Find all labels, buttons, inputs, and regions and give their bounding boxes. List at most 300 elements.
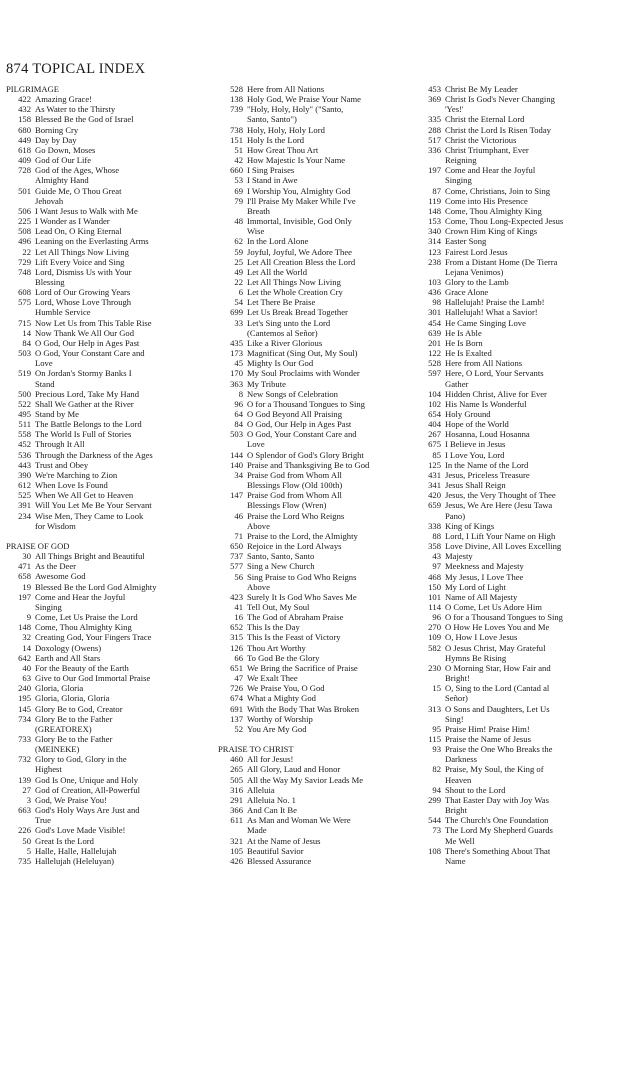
- hymn-title: All the Way My Savior Leads Me: [247, 774, 364, 785]
- index-entry: [218, 602, 418, 612]
- hymn-number: 575: [18, 297, 31, 308]
- hymn-number: 95: [432, 723, 441, 734]
- hymn-title: Come, Thou Long-Expected Jesus: [445, 216, 564, 227]
- hymn-number: 225: [18, 216, 31, 227]
- index-entry: [6, 856, 204, 866]
- hymn-number: 30: [22, 551, 31, 562]
- hymn-number: 103: [428, 276, 441, 287]
- index-entry: [416, 582, 634, 592]
- index-entry: [6, 663, 204, 673]
- hymn-number: 471: [18, 561, 31, 572]
- hymn-number: 691: [230, 703, 243, 714]
- index-entry: [6, 704, 204, 714]
- hymn-title: When We All Get to Heaven: [35, 490, 134, 501]
- index-entry: [218, 551, 418, 561]
- hymn-number: 363: [230, 378, 243, 389]
- hymn-title: Alleluia: [247, 784, 275, 795]
- hymn-number: 66: [234, 652, 243, 663]
- hymn-title-continuation: (MEINEKE): [35, 744, 80, 755]
- index-entry: [416, 572, 634, 582]
- index-entry: [6, 643, 204, 653]
- hymn-title-continuation: Me Well: [445, 835, 475, 846]
- hymn-number: 97: [432, 561, 441, 572]
- index-entry: [218, 795, 418, 805]
- hymn-number: 6: [238, 287, 243, 298]
- hymn-title-continuation: Blessings Flow (Wren): [247, 500, 327, 511]
- hymn-title: Praise God from Whom All: [247, 490, 342, 501]
- index-entry: [6, 155, 204, 165]
- hymn-number: 102: [428, 398, 441, 409]
- index-entry: [6, 795, 204, 805]
- hymn-title: Give to Our God Immortal Praise: [35, 673, 151, 684]
- hymn-title: Thou Art Worthy: [247, 642, 306, 653]
- index-entry: [6, 805, 204, 825]
- hymn-number: 680: [18, 124, 31, 135]
- index-entry: [218, 318, 418, 338]
- hymn-title: God of Our Life: [35, 155, 92, 166]
- hymn-title: Gloria, Gloria, Gloria: [35, 693, 110, 704]
- hymn-number: 369: [428, 94, 441, 105]
- hymn-title: Grace Alone: [445, 287, 489, 298]
- hymn-number: 71: [234, 530, 243, 541]
- index-entry: [6, 754, 204, 774]
- index-entry: [416, 795, 634, 815]
- hymn-title: Worthy of Worship: [247, 713, 313, 724]
- hymn-number: 420: [428, 490, 441, 501]
- hymn-number: 48: [234, 216, 243, 227]
- hymn-title: At the Name of Jesus: [247, 835, 321, 846]
- hymn-title: All Glory, Laud and Honor: [247, 764, 341, 775]
- index-entry: [416, 186, 634, 196]
- hymn-number: 73: [432, 825, 441, 836]
- index-entry: [416, 825, 634, 845]
- index-entry: [218, 450, 418, 460]
- index-entry: [6, 825, 204, 835]
- index-entry: [6, 318, 204, 328]
- hymn-number: 650: [230, 541, 243, 552]
- hymn-number: 468: [428, 571, 441, 582]
- hymn-number: 41: [234, 601, 243, 612]
- hymn-title: O Morning Star, How Fair and: [445, 662, 551, 673]
- index-entry: [6, 592, 204, 612]
- hymn-title: You Are My God: [247, 723, 307, 734]
- hymn-number: 748: [18, 266, 31, 277]
- hymn-title: Shout to the Lord: [445, 784, 506, 795]
- hymn-number: 126: [230, 642, 243, 653]
- hymn-title: I Love You, Lord: [445, 449, 505, 460]
- hymn-title: Amazing Grace!: [35, 94, 93, 105]
- index-entry: [6, 561, 204, 571]
- hymn-number: 79: [234, 195, 243, 206]
- hymn-number: 503: [230, 429, 243, 440]
- hymn-title: I Stand in Awe: [247, 175, 298, 186]
- index-entry: [416, 734, 634, 744]
- hymn-title: Holy, Holy, Holy Lord: [247, 124, 325, 135]
- hymn-title: Shall We Gather at the River: [35, 398, 134, 409]
- hymn-number: 14: [22, 642, 31, 653]
- hymn-title: Lord, I Lift Your Name on High: [445, 530, 556, 541]
- hymn-title: Christ Be My Leader: [445, 84, 518, 94]
- hymn-title: O, How I Love Jesus: [445, 632, 518, 643]
- index-entry: [6, 419, 204, 429]
- index-entry: [218, 673, 418, 683]
- hymn-title: What a Mighty God: [247, 693, 316, 704]
- hymn-title-continuation: Almighty Hand: [35, 175, 89, 186]
- hymn-title-continuation: Stand: [35, 378, 55, 389]
- index-entry: [218, 297, 418, 307]
- index-entry: [6, 622, 204, 632]
- hymn-number: 96: [234, 398, 243, 409]
- hymn-number: 108: [428, 845, 441, 856]
- hymn-number: 508: [18, 226, 31, 237]
- hymn-number: 501: [18, 185, 31, 196]
- hymn-number: 56: [234, 571, 243, 582]
- hymn-title-continuation: Singing: [35, 601, 62, 612]
- hymn-title: My Soul Proclaims with Wonder: [247, 368, 360, 379]
- index-entry: [6, 490, 204, 500]
- hymn-title-continuation: Above: [247, 581, 270, 592]
- index-entry: [6, 450, 204, 460]
- index-column-3: [416, 84, 634, 866]
- hymn-title: Jesus, Priceless Treasure: [445, 469, 530, 480]
- index-entry: [218, 511, 418, 531]
- index-entry: [416, 541, 634, 551]
- hymn-title-continuation: (GREATOREX): [35, 723, 92, 734]
- index-column-2: [218, 84, 418, 866]
- index-entry: [6, 236, 204, 246]
- hymn-title: O Come, Let Us Adore Him: [445, 601, 542, 612]
- hymn-title-continuation: Lejana Venimos): [445, 266, 504, 277]
- index-entry: [6, 460, 204, 470]
- hymn-number: 658: [18, 571, 31, 582]
- hymn-number: 739: [230, 104, 243, 115]
- hymn-title-continuation: Singing: [445, 175, 472, 186]
- hymn-title: Jesus, the Very Thought of Thee: [445, 490, 556, 501]
- index-entry: [218, 399, 418, 409]
- index-entry: [218, 429, 418, 449]
- index-entry: [218, 724, 418, 734]
- hymn-title: We're Marching to Zion: [35, 469, 118, 480]
- hymn-title: Let All Things Now Living: [247, 276, 341, 287]
- hymn-number: 140: [230, 459, 243, 470]
- hymn-title: Joyful, Joyful, We Adore Thee: [247, 246, 352, 257]
- hymn-number: 496: [18, 236, 31, 247]
- index-entry: [218, 643, 418, 653]
- hymn-title: Trust and Obey: [35, 459, 89, 470]
- hymn-title: Holy Ground: [445, 409, 491, 419]
- hymn-number: 52: [234, 723, 243, 734]
- hymn-number: 426: [230, 855, 243, 866]
- hymn-number: 96: [432, 612, 441, 623]
- index-entry: [6, 734, 204, 754]
- hymn-title: On Jordan's Stormy Banks I: [35, 368, 132, 379]
- section-spacer: [218, 734, 418, 744]
- index-entry: [6, 206, 204, 216]
- index-entry: [6, 348, 204, 368]
- index-entry: [6, 571, 204, 581]
- hymn-title-continuation: Love: [35, 358, 53, 369]
- hymn-number: 150: [428, 581, 441, 592]
- index-entry: [416, 409, 634, 419]
- index-entry: [416, 785, 634, 795]
- index-entry: [416, 683, 634, 703]
- hymn-title: Hope of the World: [445, 419, 509, 430]
- hymn-title: Praise the Lord Who Reigns: [247, 510, 345, 521]
- hymn-title: How Majestic Is Your Name: [247, 155, 346, 166]
- hymn-title: Come, Let Us Praise the Lord: [35, 612, 138, 623]
- index-entry: [416, 632, 634, 642]
- hymn-number: 62: [234, 236, 243, 247]
- index-entry: [416, 247, 634, 257]
- index-entry: [6, 470, 204, 480]
- hymn-title: Great Is the Lord: [35, 835, 94, 846]
- hymn-number: 674: [230, 693, 243, 704]
- hymn-title: Immortal, Invisible, God Only: [247, 216, 352, 227]
- hymn-number: 443: [18, 459, 31, 470]
- hymn-title: O for a Thousand Tongues to Sing: [445, 612, 563, 623]
- index-entry: [416, 318, 634, 328]
- hymn-number: 525: [18, 490, 31, 501]
- hymn-number: 728: [18, 165, 31, 176]
- hymn-title: God of Creation, All-Powerful: [35, 784, 141, 795]
- index-entry: [416, 592, 634, 602]
- hymn-number: 390: [18, 469, 31, 480]
- hymn-title: Stand by Me: [35, 409, 79, 419]
- hymn-number: 148: [18, 622, 31, 633]
- hymn-number: 145: [18, 703, 31, 714]
- index-entry: [416, 145, 634, 165]
- hymn-title: Sing Praise to God Who Reigns: [247, 571, 357, 582]
- hymn-number: 288: [428, 124, 441, 135]
- hymn-title: Through the Darkness of the Ages: [35, 449, 153, 460]
- hymn-title: We Exalt Thee: [247, 673, 298, 684]
- index-entry: [416, 348, 634, 358]
- hymn-number: 321: [230, 835, 243, 846]
- index-entry: [416, 846, 634, 866]
- hymn-number: 197: [18, 591, 31, 602]
- hymn-title: O God, Our Help in Ages Past: [247, 419, 352, 430]
- index-entry: [416, 257, 634, 277]
- index-entry: [416, 531, 634, 541]
- hymn-number: 618: [18, 144, 31, 155]
- hymn-number: 597: [428, 368, 441, 379]
- hymn-number: 46: [234, 510, 243, 521]
- hymn-title-continuation: Señor): [445, 693, 468, 704]
- hymn-number: 151: [230, 134, 243, 145]
- index-entry: [218, 572, 418, 592]
- hymn-number: 423: [230, 591, 243, 602]
- hymn-number: 734: [18, 713, 31, 724]
- index-entry: [6, 145, 204, 155]
- hymn-title: Doxology (Owens): [35, 642, 102, 653]
- index-entry: [218, 785, 418, 795]
- hymn-title: Awesome God: [35, 571, 86, 582]
- hymn-title: Glory Be to the Father: [35, 733, 113, 744]
- hymn-number: 738: [230, 124, 243, 135]
- hymn-title: Like a River Glorious: [247, 337, 323, 348]
- hymn-number: 611: [230, 815, 243, 826]
- index-entry: [218, 683, 418, 693]
- hymn-title-continuation: Breath: [247, 205, 270, 216]
- hymn-title: My Lord of Light: [445, 581, 506, 592]
- hymn-title-continuation: Wise: [247, 226, 265, 237]
- hymn-number: 201: [428, 337, 441, 348]
- hymn-number: 503: [18, 348, 31, 359]
- index-entry: [6, 165, 204, 185]
- hymn-title: "Holy, Holy, Holy" ("Santo,: [247, 104, 344, 115]
- index-entry: [218, 379, 418, 389]
- hymn-number: 517: [428, 134, 441, 145]
- hymn-number: 69: [234, 185, 243, 196]
- hymn-title: Blessed Be the God of Israel: [35, 114, 134, 125]
- hymn-title: O for a Thousand Tongues to Sing: [247, 398, 365, 409]
- hymn-number: 123: [428, 246, 441, 257]
- hymn-title: Christ Triumphant, Ever: [445, 144, 529, 155]
- hymn-title: O Jesus Christ, May Grateful: [445, 642, 546, 653]
- hymn-title: God's Holy Ways Are Just and: [35, 805, 140, 816]
- hymn-number: 436: [428, 287, 441, 298]
- index-entry: [416, 114, 634, 124]
- hymn-title-continuation: Blessings Flow (Old 100th): [247, 480, 343, 491]
- index-entry: [416, 135, 634, 145]
- hymn-number: 15: [432, 683, 441, 694]
- hymn-title: Praise Him! Praise Him!: [445, 723, 530, 734]
- hymn-title: O How He Loves You and Me: [445, 622, 550, 633]
- hymn-number: 315: [230, 632, 243, 643]
- hymn-title: All for Jesus!: [247, 754, 294, 765]
- hymn-title: With the Body That Was Broken: [247, 703, 360, 714]
- hymn-title-continuation: Jehovah: [35, 195, 64, 206]
- hymn-number: 63: [22, 673, 31, 684]
- index-entry: [6, 114, 204, 124]
- index-entry: [416, 338, 634, 348]
- hymn-number: 49: [234, 266, 243, 277]
- index-entry: [416, 125, 634, 135]
- index-entry: [6, 287, 204, 297]
- hymn-title: Christ the Lord Is Risen Today: [445, 124, 551, 135]
- hymn-title: O God Beyond All Praising: [247, 409, 343, 419]
- index-entry: [6, 439, 204, 449]
- hymn-number: 19: [22, 581, 31, 592]
- hymn-number: 404: [428, 419, 441, 430]
- index-entry: [6, 775, 204, 785]
- index-entry: [218, 764, 418, 774]
- hymn-title: Let All Creation Bless the Lord: [247, 256, 356, 267]
- index-entry: [218, 561, 418, 571]
- hymn-number: 265: [230, 764, 243, 775]
- hymn-number: 431: [428, 469, 441, 480]
- index-entry: [416, 328, 634, 338]
- hymn-title: As Man and Woman We Were: [247, 815, 351, 826]
- index-entry: [218, 165, 418, 175]
- index-entry: [218, 805, 418, 815]
- hymn-title: Holy Is the Lord: [247, 134, 305, 145]
- index-entry: [416, 84, 634, 94]
- hymn-number: 82: [432, 764, 441, 775]
- index-entry: [416, 521, 634, 531]
- hymn-number: 170: [230, 368, 243, 379]
- index-entry: [416, 764, 634, 784]
- hymn-number: 267: [428, 429, 441, 440]
- index-entry: [416, 602, 634, 612]
- index-entry: [416, 663, 634, 683]
- hymn-title: Now Let Us from This Table Rise: [35, 317, 152, 328]
- hymn-title: Come, Christians, Join to Sing: [445, 185, 551, 196]
- index-entry: [218, 460, 418, 470]
- hymn-number: 699: [230, 307, 243, 318]
- hymn-number: 522: [18, 398, 31, 409]
- hymn-title: Let the Whole Creation Cry: [247, 287, 343, 298]
- hymn-number: 240: [18, 683, 31, 694]
- hymn-title: Glory to God, Glory in the: [35, 754, 127, 765]
- index-entry: [416, 419, 634, 429]
- index-entry: [416, 724, 634, 734]
- hymn-title: Easter Song: [445, 236, 487, 247]
- hymn-number: 54: [234, 297, 243, 308]
- hymn-number: 139: [18, 774, 31, 785]
- index-entry: [6, 399, 204, 409]
- hymn-number: 104: [428, 388, 441, 399]
- index-entry: [218, 84, 418, 94]
- index-entry: [6, 683, 204, 693]
- hymn-number: 98: [432, 297, 441, 308]
- hymn-number: 147: [230, 490, 243, 501]
- hymn-number: 22: [22, 246, 31, 257]
- hymn-number: 144: [230, 449, 243, 460]
- hymn-number: 195: [18, 693, 31, 704]
- hymn-title: My Tribute: [247, 378, 286, 389]
- hymn-title: We Praise You, O God: [247, 683, 325, 694]
- hymn-title: Glory to the Lamb: [445, 276, 509, 287]
- index-entry: [6, 267, 204, 287]
- index-entry: [416, 226, 634, 236]
- hymn-title: Fairest Lord Jesus: [445, 246, 508, 257]
- hymn-title-continuation: Sing!: [445, 713, 464, 724]
- hymn-title: I'll Praise My Maker While I've: [247, 195, 356, 206]
- hymn-number: 14: [22, 327, 31, 338]
- hymn-title: Let There Be Praise: [247, 297, 316, 308]
- hymn-title: Praise and Thanksgiving Be to God: [247, 459, 370, 470]
- hymn-title: King of Kings: [445, 520, 495, 531]
- hymn-number: 299: [428, 794, 441, 805]
- hymn-title-continuation: Reigning: [445, 155, 477, 166]
- hymn-number: 435: [230, 337, 243, 348]
- hymn-number: 612: [18, 480, 31, 491]
- hymn-number: 25: [234, 256, 243, 267]
- hymn-title-continuation: Bright!: [445, 673, 470, 684]
- hymn-title: I Worship You, Almighty God: [247, 185, 351, 196]
- hymn-title: Come, Thou Almighty King: [445, 205, 542, 216]
- index-entry: [416, 287, 634, 297]
- hymn-title: Surely It Is God Who Saves Me: [247, 591, 357, 602]
- index-entry: [218, 846, 418, 856]
- hymn-title: Glory Be to God, Creator: [35, 703, 123, 714]
- hymn-number: 335: [428, 114, 441, 125]
- hymn-number: 22: [234, 276, 243, 287]
- hymn-number: 409: [18, 155, 31, 166]
- hymn-title: The World Is Full of Stories: [35, 429, 132, 440]
- hymn-number: 608: [18, 287, 31, 298]
- hymn-title-continuation: Blessing: [35, 276, 65, 287]
- hymn-title: How Great Thou Art: [247, 144, 319, 155]
- hymn-number: 226: [18, 825, 31, 836]
- hymn-title: I Wonder as I Wander: [35, 216, 110, 227]
- index-entry: [416, 165, 634, 185]
- hymn-title: Here, O Lord, Your Servants: [445, 368, 544, 379]
- hymn-number: 301: [428, 307, 441, 318]
- index-entry: [416, 389, 634, 399]
- hymn-number: 313: [428, 703, 441, 714]
